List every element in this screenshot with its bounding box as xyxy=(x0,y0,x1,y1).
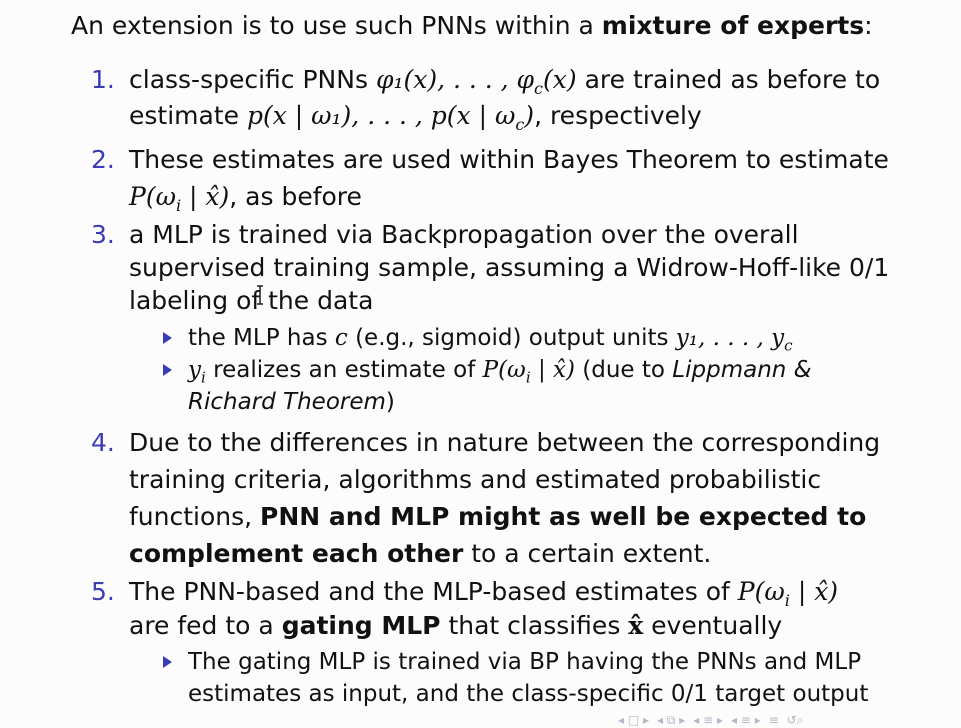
item-number: 4. xyxy=(91,428,115,457)
math xyxy=(246,101,535,134)
bullet-triangle-icon xyxy=(163,332,172,344)
text: are fed to a xyxy=(129,611,282,640)
text-cursor-icon xyxy=(255,285,265,305)
text: realizes an estimate of xyxy=(205,357,483,383)
math-part: y xyxy=(188,357,201,383)
math-part: P(ω xyxy=(737,577,785,606)
bold-text: PNN and MLP might as well be expected to xyxy=(260,502,867,531)
italic-text: Richard Theorem xyxy=(188,389,386,415)
text: (due to xyxy=(574,357,673,383)
text: are trained as before to xyxy=(576,65,881,94)
math-sub: i xyxy=(175,196,182,215)
math xyxy=(375,65,577,98)
math xyxy=(675,325,793,355)
text: the MLP has xyxy=(188,325,335,351)
italic-text: Lippmann & xyxy=(672,357,812,383)
text: ) xyxy=(385,389,395,415)
math-sub: i xyxy=(525,368,531,387)
math-part: ) xyxy=(524,101,535,130)
math: x̂ xyxy=(628,611,644,640)
item-number: 1. xyxy=(91,65,115,94)
math-part: | x̂) xyxy=(181,182,230,211)
text: class-specific PNNs xyxy=(129,65,376,94)
math-part: (x) xyxy=(543,65,577,94)
math xyxy=(737,577,839,610)
math-sub: i xyxy=(201,368,206,387)
math-part: | x̂) xyxy=(530,357,575,383)
intro-text: An extension is to use such PNNs within a xyxy=(71,11,602,40)
section-icon[interactable]: ◂ ≡ ▸ xyxy=(731,713,761,727)
bold-text: gating MLP xyxy=(281,611,441,640)
math-part: P(ω xyxy=(482,357,526,383)
text: estimate xyxy=(129,101,247,130)
text: The gating MLP is trained via BP having the PNNs and MLP xyxy=(188,649,862,675)
intro-colon: : xyxy=(864,11,873,40)
bullet-triangle-icon xyxy=(163,656,172,668)
math xyxy=(188,357,206,387)
text: eventually xyxy=(643,611,783,640)
beamer-navigation xyxy=(618,712,958,728)
math-part: | x̂) xyxy=(789,577,839,606)
math-sub: i xyxy=(784,591,790,610)
math xyxy=(129,182,230,215)
text: a MLP is trained via Backpropagation over the overall xyxy=(129,220,799,249)
text: , respectively xyxy=(534,101,702,130)
nav-left-icon[interactable]: ◂ □ ▸ xyxy=(618,713,650,727)
text: The PNN-based and the MLP-based estimates of xyxy=(129,577,738,606)
math-part: φ₁(x), . . . , φ xyxy=(375,65,535,94)
text: that classifies xyxy=(440,611,629,640)
text: to a certain extent. xyxy=(463,539,712,568)
bullet-triangle-icon xyxy=(163,364,172,376)
text: functions, xyxy=(129,502,261,531)
item-number: 5. xyxy=(91,577,115,606)
text: Due to the differences in nature between the corresponding xyxy=(129,428,881,457)
math-part: y₁, . . . , y xyxy=(675,325,785,351)
subsection-icon[interactable]: ◂ ≡ ▸ xyxy=(693,713,723,727)
align-icon[interactable]: ≡ xyxy=(768,713,779,727)
math-part: p(x | ω₁), . . . , p(x | ω xyxy=(246,101,516,130)
text: training criteria, algorithms and estimated probabilistic xyxy=(129,465,822,494)
search-icon[interactable]: ↺⌕ xyxy=(786,712,804,727)
item-number: 2. xyxy=(91,145,115,174)
math xyxy=(482,357,575,387)
math-sub: c xyxy=(784,336,793,355)
text: (e.g., sigmoid) output units xyxy=(347,325,676,351)
text: estimates as input, and the class-specific 0/1 target output xyxy=(188,681,869,707)
math-sub: c xyxy=(515,115,525,134)
intro-line xyxy=(71,10,951,42)
text: These estimates are used within Bayes Theorem to estimate xyxy=(129,145,889,174)
bold-text: complement each other xyxy=(129,539,464,568)
intro-bold: mixture of experts xyxy=(601,11,865,40)
text: labeling of the data xyxy=(129,286,374,315)
math-sub: c xyxy=(534,79,544,98)
frame-icon[interactable]: ◂ ⧉ ▸ xyxy=(657,712,686,727)
math-part: P(ω xyxy=(129,182,176,211)
text: supervised training sample, assuming a Widrow-Hoff-like 0/1 xyxy=(129,253,890,282)
text: , as before xyxy=(229,182,362,211)
math: c xyxy=(334,325,348,351)
item-number: 3. xyxy=(91,220,115,249)
